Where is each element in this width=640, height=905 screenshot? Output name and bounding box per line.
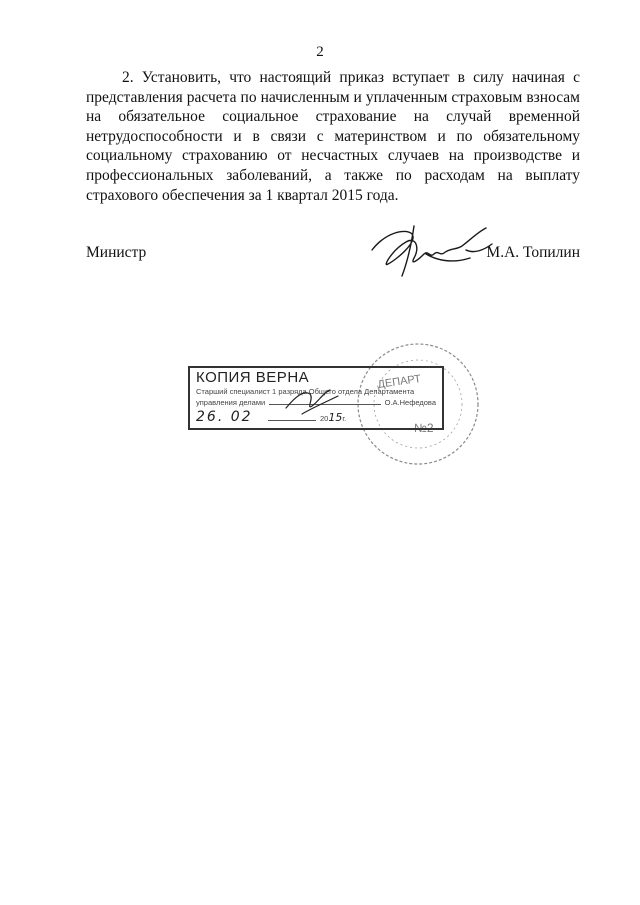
body-text	[86, 68, 580, 205]
stamp-year-prefix: 20	[320, 414, 329, 423]
stamp-date: 26. 02	[196, 409, 253, 425]
stamp-year: 15	[328, 411, 343, 424]
stamp-position: Старший специалист 1 разряда Общего отдела Департамента	[196, 387, 415, 396]
signatory-name: М.А. Топилин	[486, 244, 580, 261]
paragraph-2: 2. Установить, что настоящий приказ вступает в силу начиная с представления расчета по начисленным и уплаченным страховым взносам на обязательное социальное страхование на случай временной нетрудоспособности и в связи с материнством и по обязательному социальному страхованию от несчастных случаев на производстве и профессиональных заболеваний, а также по расходам на выплату страхового обеспечения за 1 квартал 2015 года.	[86, 69, 580, 204]
signatory-title: Министр	[86, 244, 147, 261]
handwritten-signature	[366, 220, 496, 282]
stamp-signer-name: О.А.Нефедова	[384, 398, 436, 407]
stamp-date-line	[268, 420, 316, 421]
seal-text-department: ДЕПАРТ	[376, 372, 422, 391]
stamp-year-suffix: г.	[342, 414, 347, 423]
stamp-signature	[282, 386, 342, 416]
seal-text-number: №2	[414, 421, 434, 435]
stamp-department: управления делами	[196, 398, 266, 407]
copy-certified-stamp	[188, 366, 444, 430]
page-number: 2	[316, 44, 324, 60]
stamp-title: КОПИЯ ВЕРНА	[196, 369, 310, 386]
